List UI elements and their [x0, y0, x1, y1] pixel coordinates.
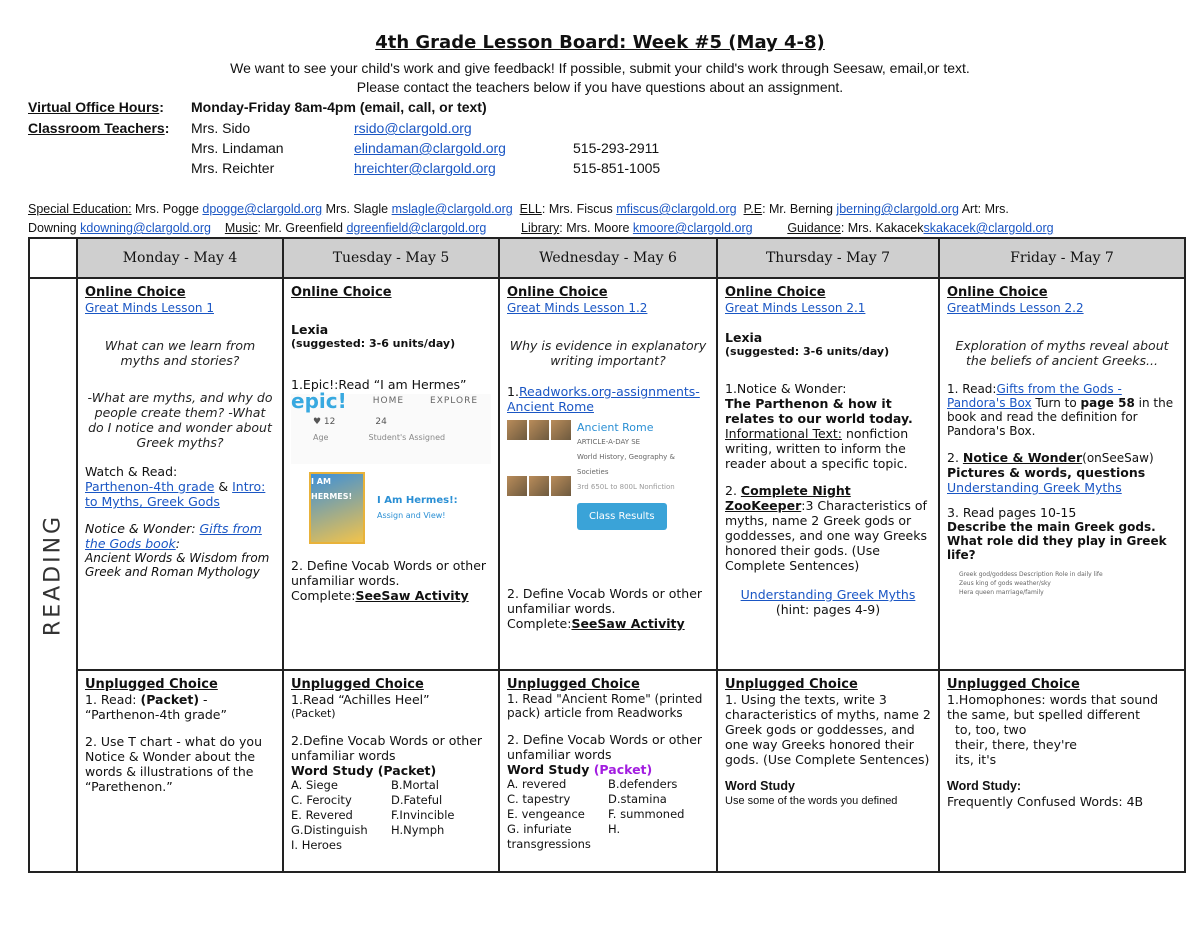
word-item: I. Heroes — [291, 838, 343, 852]
wednesday-online-cell — [499, 278, 717, 670]
texts-instruction: 1. Using the texts, write 3 characteristics of myths, name 2 Greek gods or goddesses, and one way Greeks honored their gods. (Use Complete Sentences) — [725, 692, 931, 767]
day-header: Monday - May 4 — [77, 238, 283, 278]
library-name: : Mrs. Moore — [559, 221, 633, 235]
readworks-screenshot — [507, 420, 709, 530]
word-study-label: Word Study (Packet) — [291, 763, 437, 778]
ancient-rome-thumbs — [507, 420, 571, 530]
wednesday-unplugged-cell — [499, 670, 717, 872]
teacher-email-link[interactable]: elindaman@clargold.org — [354, 140, 506, 156]
day-header: Friday - May 7 — [939, 238, 1185, 278]
epic-stat-count: 24 — [375, 417, 387, 427]
lexia-suggested: (suggested: 3-6 units/day) — [725, 345, 890, 358]
notice-wonder-topic: The Parthenon & how it relates to our world today. — [725, 396, 913, 426]
corner-cell — [29, 238, 77, 278]
page-ref: page 58 — [1080, 396, 1135, 410]
pe-name: : Mr. Berning — [762, 202, 837, 216]
lexia-label: Lexia — [291, 322, 329, 337]
online-choice-heading: Online Choice — [947, 285, 1048, 300]
art-name: Downing — [28, 221, 81, 235]
zookeeper-link[interactable]: Complete Night ZooKeeper — [725, 483, 851, 513]
page-title: 4th Grade Lesson Board: Week #5 (May 4-8) — [375, 32, 825, 53]
word-item: H.Nymph — [391, 823, 445, 837]
online-choice-heading: Online Choice — [85, 285, 186, 300]
unplugged-heading: Unplugged Choice — [85, 677, 218, 692]
mini-row: Greek god/goddess Description Role in daily life — [959, 571, 1103, 578]
reading-label: READING — [40, 513, 66, 637]
vocab-instruction: 2.Define Vocab Words or other unfamiliar words — [291, 733, 483, 763]
reading-side-cell — [29, 278, 77, 872]
word-study-label: Word Study — [725, 779, 795, 793]
office-hours-value: Monday-Friday 8am-4pm (email, call, or text) — [191, 99, 487, 115]
unplugged-heading: Unplugged Choice — [291, 677, 424, 692]
vocab-instruction: 2. Define Vocab Words or other unfamiliar words. — [507, 586, 703, 616]
word-item: G.Distinguish — [291, 823, 368, 837]
hint-text: (hint: pages 4-9) — [775, 602, 881, 617]
library-email-link[interactable]: kmoore@clargold.org — [632, 221, 753, 235]
pe-email-link[interactable]: jberning@clargold.org — [836, 202, 959, 216]
day-header: Tuesday - May 5 — [283, 238, 499, 278]
word-item: D.Fateful — [391, 793, 443, 807]
teacher-email-link[interactable]: rsido@clargold.org — [354, 120, 472, 136]
online-row — [29, 278, 1185, 670]
guidance-label: Guidance — [787, 221, 841, 235]
homophone-set: to, too, two — [955, 722, 1027, 737]
focus-question: What can we learn from myths and stories? — [104, 338, 256, 368]
epic-logo: epic! — [291, 389, 347, 413]
word-item: F.Invincible — [391, 808, 455, 822]
office-hours-row: Virtual Office Hours: — [28, 99, 164, 115]
focus-question: Why is evidence in explanatory writing important? — [509, 338, 707, 368]
library-label: Library — [521, 221, 560, 235]
seesaw-activity-link[interactable]: SeeSaw Activity — [355, 588, 469, 603]
office-hours-label: Virtual Office Hours — [28, 99, 160, 115]
teacher-email-link[interactable]: hreichter@clargold.org — [354, 160, 496, 176]
art-email-link[interactable]: kdowning@clargold.org — [80, 221, 211, 235]
packet-label: (Packet) — [593, 762, 653, 777]
intro-line-2: Please contact the teachers below if you have questions about an assignment. — [356, 79, 844, 95]
gifts-book-link[interactable]: Gifts from the Gods book — [85, 521, 262, 551]
zookeeper-num: 2. — [725, 483, 741, 498]
read-label: 1. Read: — [85, 692, 141, 707]
readworks-link[interactable]: Readworks.org-assignments-Ancient Rome — [507, 384, 700, 414]
epic-instruction: 1.Epic!:Read “I am Hermes” — [291, 377, 467, 392]
word-item: A. Siege — [291, 778, 338, 792]
epic-nav-home: HOME — [372, 396, 405, 406]
mini-row: Hera queen marriage/family — [959, 589, 1044, 596]
word-study-label: Word Study: — [947, 779, 1022, 793]
info-text-label: Informational Text: — [725, 426, 842, 441]
read-achilles: 1.Read “Achilles Heel” — [291, 692, 430, 707]
colon-text: : — [175, 536, 180, 551]
article-meta: 3rd 650L to 800L Nonfiction — [577, 483, 675, 491]
great-minds-link[interactable]: Great Minds Lesson 1 — [85, 301, 214, 315]
focus-question: -What are myths, and why do people create them? -What do I notice and wonder about Greek myths? — [87, 390, 273, 450]
vocab-instruction: 2. Define Vocab Words or other unfamiliar words. — [291, 558, 487, 588]
describe-gods: Describe the main Greek gods. What role did they play in Greek life? — [947, 520, 1167, 562]
music-label: Music — [224, 221, 258, 235]
article-sub2: World History, Geography & Societies — [577, 453, 675, 476]
readworks-num: 1. — [507, 384, 519, 399]
article-title: Ancient Rome — [577, 421, 654, 434]
music-name: : Mr. Greenfield — [257, 221, 347, 235]
epic-stat-assign: Student's Assigned — [368, 433, 446, 442]
art-label: Art: Mrs. — [958, 202, 1009, 216]
vocab-instruction: 2. Define Vocab Words or other unfamiliar words — [507, 732, 703, 762]
pandora-box-link[interactable]: Gifts from the Gods - Pandora's Box — [947, 382, 1122, 410]
word-item: G. infuriate transgressions — [507, 822, 591, 851]
packet-label: (Packet) — [291, 707, 336, 720]
article-sub: ARTICLE-A-DAY SE — [577, 438, 641, 446]
guidance-email-link[interactable]: skakacek@clargold.org — [923, 221, 1054, 235]
gods-chart-image — [959, 570, 1177, 597]
read-text: Turn to — [1031, 396, 1081, 410]
read-pages: 3. Read pages 10-15 — [947, 505, 1077, 520]
word-item: H. — [608, 822, 621, 836]
seesaw-activity-link[interactable]: SeeSaw Activity — [571, 616, 685, 631]
unplugged-row — [29, 670, 1185, 872]
pictures-words-label: Pictures & words, questions — [947, 465, 1146, 480]
class-results-button[interactable]: Class Results — [577, 503, 667, 530]
lesson-board-table — [28, 237, 1186, 873]
music-email-link[interactable]: dgreenfield@clargold.org — [346, 221, 487, 235]
unplugged-heading: Unplugged Choice — [947, 677, 1080, 692]
on-seesaw: (onSeeSaw) — [1082, 451, 1154, 465]
online-choice-heading: Online Choice — [507, 285, 608, 300]
hermes-book — [309, 472, 491, 544]
unplugged-heading: Unplugged Choice — [725, 677, 858, 692]
word-item: B.defenders — [608, 777, 678, 791]
lexia-suggested: (suggested: 3-6 units/day) — [291, 337, 456, 350]
online-choice-heading: Online Choice — [291, 285, 392, 300]
zookeeper-text: :3 Characteristics of myths, name 2 Greek gods or goddesses, and one way Greeks honored their gods. (Use Complete Sentences) — [725, 498, 927, 573]
slagle-name: Mrs. Slagle — [322, 202, 392, 216]
thursday-online-cell — [717, 278, 939, 670]
teacher-name: Mrs. Reichter — [191, 160, 275, 176]
epic-screenshot — [291, 389, 491, 464]
amp-text: & — [214, 479, 233, 494]
thursday-unplugged-cell — [717, 670, 939, 872]
hermes-book-cover — [309, 472, 365, 544]
day-header: Thursday - May 7 — [717, 238, 939, 278]
understanding-myths-link[interactable]: Understanding Greek Myths — [947, 480, 1122, 495]
great-minds-link[interactable]: GreatMinds Lesson 2.2 — [947, 301, 1084, 315]
word-item: C. tapestry — [507, 792, 571, 806]
word-list — [507, 777, 709, 852]
sped-name: Mrs. Pogge — [131, 202, 203, 216]
pe-label: P.E — [743, 202, 763, 216]
homophone-set: its, it's — [955, 752, 997, 767]
great-minds-link[interactable]: Great Minds Lesson 2.1 — [725, 301, 866, 315]
mini-row: Zeus king of gods weather/sky — [959, 580, 1051, 587]
period: . — [903, 456, 908, 471]
intro-text — [0, 59, 1200, 97]
sped-label: Special Education: — [28, 202, 132, 216]
notice-wonder-label: 1.Notice & Wonder: — [725, 381, 847, 396]
day-header: Wednesday - May 6 — [499, 238, 717, 278]
watch-read-label: Watch & Read: — [85, 464, 178, 479]
teacher-phone: 515-293-2911 — [573, 140, 660, 156]
word-item: D.stamina — [608, 792, 667, 806]
read-ancient-rome: 1. Read "Ancient Rome" (printed pack) article from Readworks — [507, 692, 703, 720]
ell-label: ELL — [519, 202, 542, 216]
monday-online-cell — [77, 278, 283, 670]
word-item: E. vengeance — [507, 807, 585, 821]
book-side-title: I Am Hermes!: — [377, 495, 458, 506]
great-minds-link[interactable]: Great Minds Lesson 1.2 — [507, 301, 648, 315]
complete-label: Complete: — [291, 588, 356, 603]
specialists-list — [28, 200, 1188, 238]
book-cover-title: I AM HERMES! — [311, 477, 353, 501]
homophones-def: 1.Homophones: words that sound the same, but spelled different — [947, 692, 1159, 722]
info-text-def: nonfiction writing, written to inform the reader about a specific topic — [725, 426, 909, 471]
day-header-row — [29, 238, 1185, 278]
word-item: B.Mortal — [391, 778, 439, 792]
sped-email-link[interactable]: dpogge@clargold.org — [202, 202, 323, 216]
intro-myths-link[interactable]: Intro: to Myths, Greek Gods — [85, 479, 266, 509]
t-chart-instruction: 2. Use T chart - what do you Notice & Wonder about the words & illustrations of the “Parethenon.” — [85, 734, 262, 794]
slagle-email-link[interactable]: mslagle@clargold.org — [391, 202, 513, 216]
epic-stat-likes: ♥ 12 — [313, 417, 336, 427]
teacher-name: Mrs. Lindaman — [191, 140, 284, 156]
read-label: 1. Read: — [947, 382, 997, 396]
word-item: E. Revered — [291, 808, 353, 822]
friday-unplugged-cell — [939, 670, 1185, 872]
parthenon-link[interactable]: Parthenon-4th grade — [85, 479, 215, 494]
guidance-name: : Mrs. Kakacek — [840, 221, 924, 235]
gifts-book-desc: Ancient Words & Wisdom from Greek and Roman Mythology — [85, 551, 270, 579]
epic-stat-age: Age — [313, 433, 329, 442]
teachers-label-row: Classroom Teachers: — [28, 120, 170, 136]
word-item: F. summoned — [608, 807, 685, 821]
teacher-name: Mrs. Sido — [191, 120, 251, 136]
parthenon-title: “Parthenon-4th grade” — [85, 707, 227, 722]
book-assign-link[interactable]: Assign and View! — [377, 511, 446, 520]
tuesday-unplugged-cell — [283, 670, 499, 872]
online-choice-heading: Online Choice — [725, 285, 826, 300]
word-list — [291, 778, 491, 853]
unplugged-heading: Unplugged Choice — [507, 677, 640, 692]
word-study-text: Frequently Confused Words: 4B — [947, 794, 1144, 809]
word-item: C. Ferocity — [291, 793, 352, 807]
monday-unplugged-cell — [77, 670, 283, 872]
friday-online-cell — [939, 278, 1185, 670]
word-item: A. revered — [507, 777, 567, 791]
epic-nav-explore: EXPLORE — [430, 396, 479, 406]
nw-num: 2. — [947, 450, 963, 465]
homophone-set: their, there, they're — [955, 737, 1077, 752]
ell-name: : Mrs. Fiscus — [541, 202, 617, 216]
teacher-phone: 515-851-1005 — [573, 160, 661, 176]
understanding-myths-link[interactable]: Understanding Greek Myths — [740, 587, 916, 602]
ell-email-link[interactable]: mfiscus@clargold.org — [616, 202, 737, 216]
focus-question: Exploration of myths reveal about the beliefs of ancient Greeks... — [955, 338, 1169, 368]
word-study-text: Use some of the words you defined — [725, 795, 898, 807]
teachers-label: Classroom Teachers — [28, 120, 165, 136]
notice-wonder-label: Notice & Wonder: — [85, 521, 200, 536]
intro-line-1: We want to see your child's work and give feedback! If possible, submit your child's work through Seesaw, email,or text. — [230, 60, 970, 76]
notice-wonder-label: Notice & Wonder — [962, 450, 1083, 465]
lexia-label: Lexia — [725, 330, 763, 345]
tuesday-online-cell — [283, 278, 499, 670]
complete-label: Complete: — [507, 616, 572, 631]
word-study-label: Word Study — [507, 762, 594, 777]
dash: - — [199, 692, 208, 707]
packet-label: (Packet) — [140, 692, 200, 707]
read-rest: in the book and read the definition for Pandora's Box. — [947, 396, 1174, 438]
